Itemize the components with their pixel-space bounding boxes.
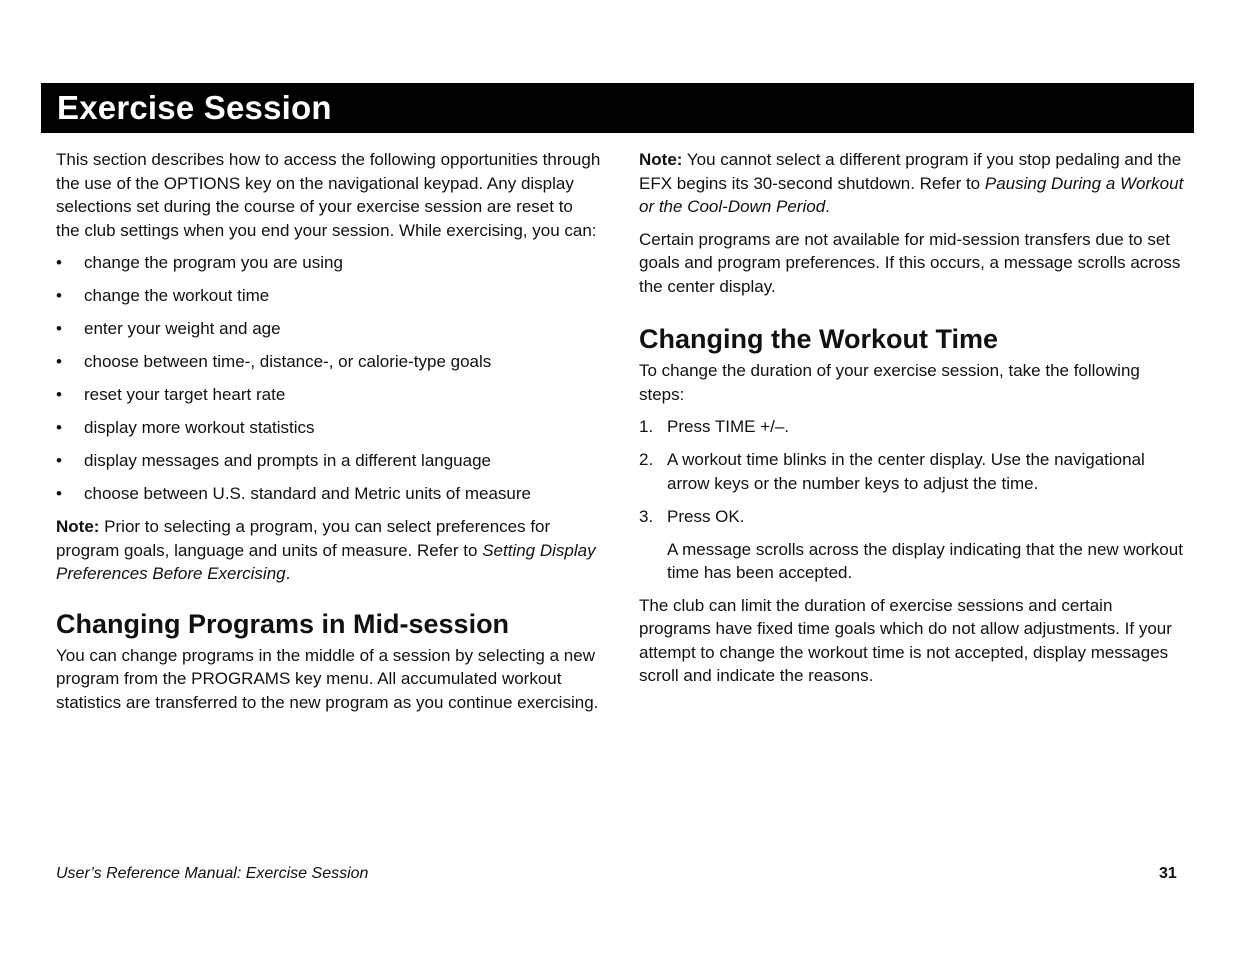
closing-paragraph: The club can limit the duration of exercise sessions and certain programs have fixed time goals which do not allow adjustments. If your attempt to change the workout time is not accepted, display messages scroll and indicate the reasons. xyxy=(639,595,1172,685)
list-item xyxy=(56,482,601,506)
list-item-text: choose between U.S. standard and Metric units of measure xyxy=(84,484,531,503)
step-number: 3. xyxy=(639,506,654,526)
bullet-icon: • xyxy=(56,451,62,470)
workout-time-intro: To change the duration of your exercise session, take the following steps: xyxy=(639,361,1140,404)
step-number: 2. xyxy=(639,450,654,469)
bullet-icon: • xyxy=(56,253,62,272)
step-text: A workout time blinks in the center display. Use the navigational arrow keys or the number keys to adjust the time. xyxy=(667,450,1145,493)
list-item xyxy=(56,251,601,275)
left-column xyxy=(56,148,601,723)
note-label: Note: xyxy=(56,517,100,536)
step-text: Press OK. xyxy=(667,506,745,526)
list-item xyxy=(56,317,601,341)
list-item xyxy=(56,449,601,473)
note-text: You cannot select a different program if you stop pedaling and the EFX begins its 30-second shutdown. Refer to xyxy=(639,150,1182,193)
step-item xyxy=(639,415,1184,439)
step-result-text: A message scrolls across the display indicating that the new workout time has been accepted. xyxy=(667,539,1183,582)
list-item-text: display messages and prompts in a different language xyxy=(84,451,491,470)
changing-programs-paragraph: You can change programs in the middle of a session by selecting a new program from the PROGRAMS key menu. All accumulated workout statistics are transferred to the new program as you continue exercising. xyxy=(56,645,599,712)
options-list xyxy=(56,251,601,506)
bullet-icon: • xyxy=(56,385,62,404)
note-reference: Setting Display Preferences Before Exercising xyxy=(56,540,596,583)
step-number: 1. xyxy=(639,417,654,436)
list-item-text: reset your target heart rate xyxy=(84,385,286,404)
preferences-note xyxy=(56,515,601,586)
list-item xyxy=(56,350,601,374)
bullet-icon: • xyxy=(56,319,62,338)
list-item-text: choose between time-, distance-, or calorie-type goals xyxy=(84,352,492,371)
note-end: . xyxy=(825,197,830,216)
note-text: Prior to selecting a program, you can select preferences for program goals, language and units of measure. Refer to xyxy=(56,517,551,560)
list-item xyxy=(56,416,601,440)
step-item xyxy=(639,505,1184,529)
list-item xyxy=(56,284,601,308)
bullet-icon: • xyxy=(56,484,62,503)
step-item xyxy=(639,448,1184,495)
list-item-text: display more workout statistics xyxy=(84,418,315,437)
section-heading-workout-time: Changing the Workout Time xyxy=(639,324,999,354)
page-title: Exercise Session xyxy=(57,89,332,126)
page-number: 31 xyxy=(1159,865,1177,882)
bullet-icon: • xyxy=(56,286,62,305)
page-title-bar xyxy=(41,83,1194,133)
list-item-text: change the workout time xyxy=(84,286,270,305)
list-item-text: change the program you are using xyxy=(84,253,343,272)
bullet-icon: • xyxy=(56,352,62,371)
shutdown-note xyxy=(639,148,1184,219)
bullet-icon: • xyxy=(56,418,62,437)
intro-paragraph: This section describes how to access the following opportunities through the use of the OPTIONS key on the navigational keypad. Any display selections set during the course of your exercise session are reset to the club settings when you end your session. While exercising, you can: xyxy=(56,150,601,240)
list-item xyxy=(56,383,601,407)
list-item-text: enter your weight and age xyxy=(84,319,281,338)
mid-session-transfer-paragraph: Certain programs are not available for mid-session transfers due to set goals and program preferences. If this occurs, a message scrolls across the center display. xyxy=(639,229,1181,296)
step-text: Press TIME +/–. xyxy=(667,417,790,436)
note-reference: Pausing During a Workout or the Cool-Down Period xyxy=(639,173,1184,216)
section-heading-changing-programs: Changing Programs in Mid-session xyxy=(56,608,510,639)
note-label: Note: xyxy=(639,150,683,169)
note-end: . xyxy=(285,564,291,583)
footer-manual-title: User’s Reference Manual: Exercise Session xyxy=(56,865,369,882)
workout-time-steps xyxy=(639,415,1184,528)
right-column xyxy=(639,148,1184,697)
